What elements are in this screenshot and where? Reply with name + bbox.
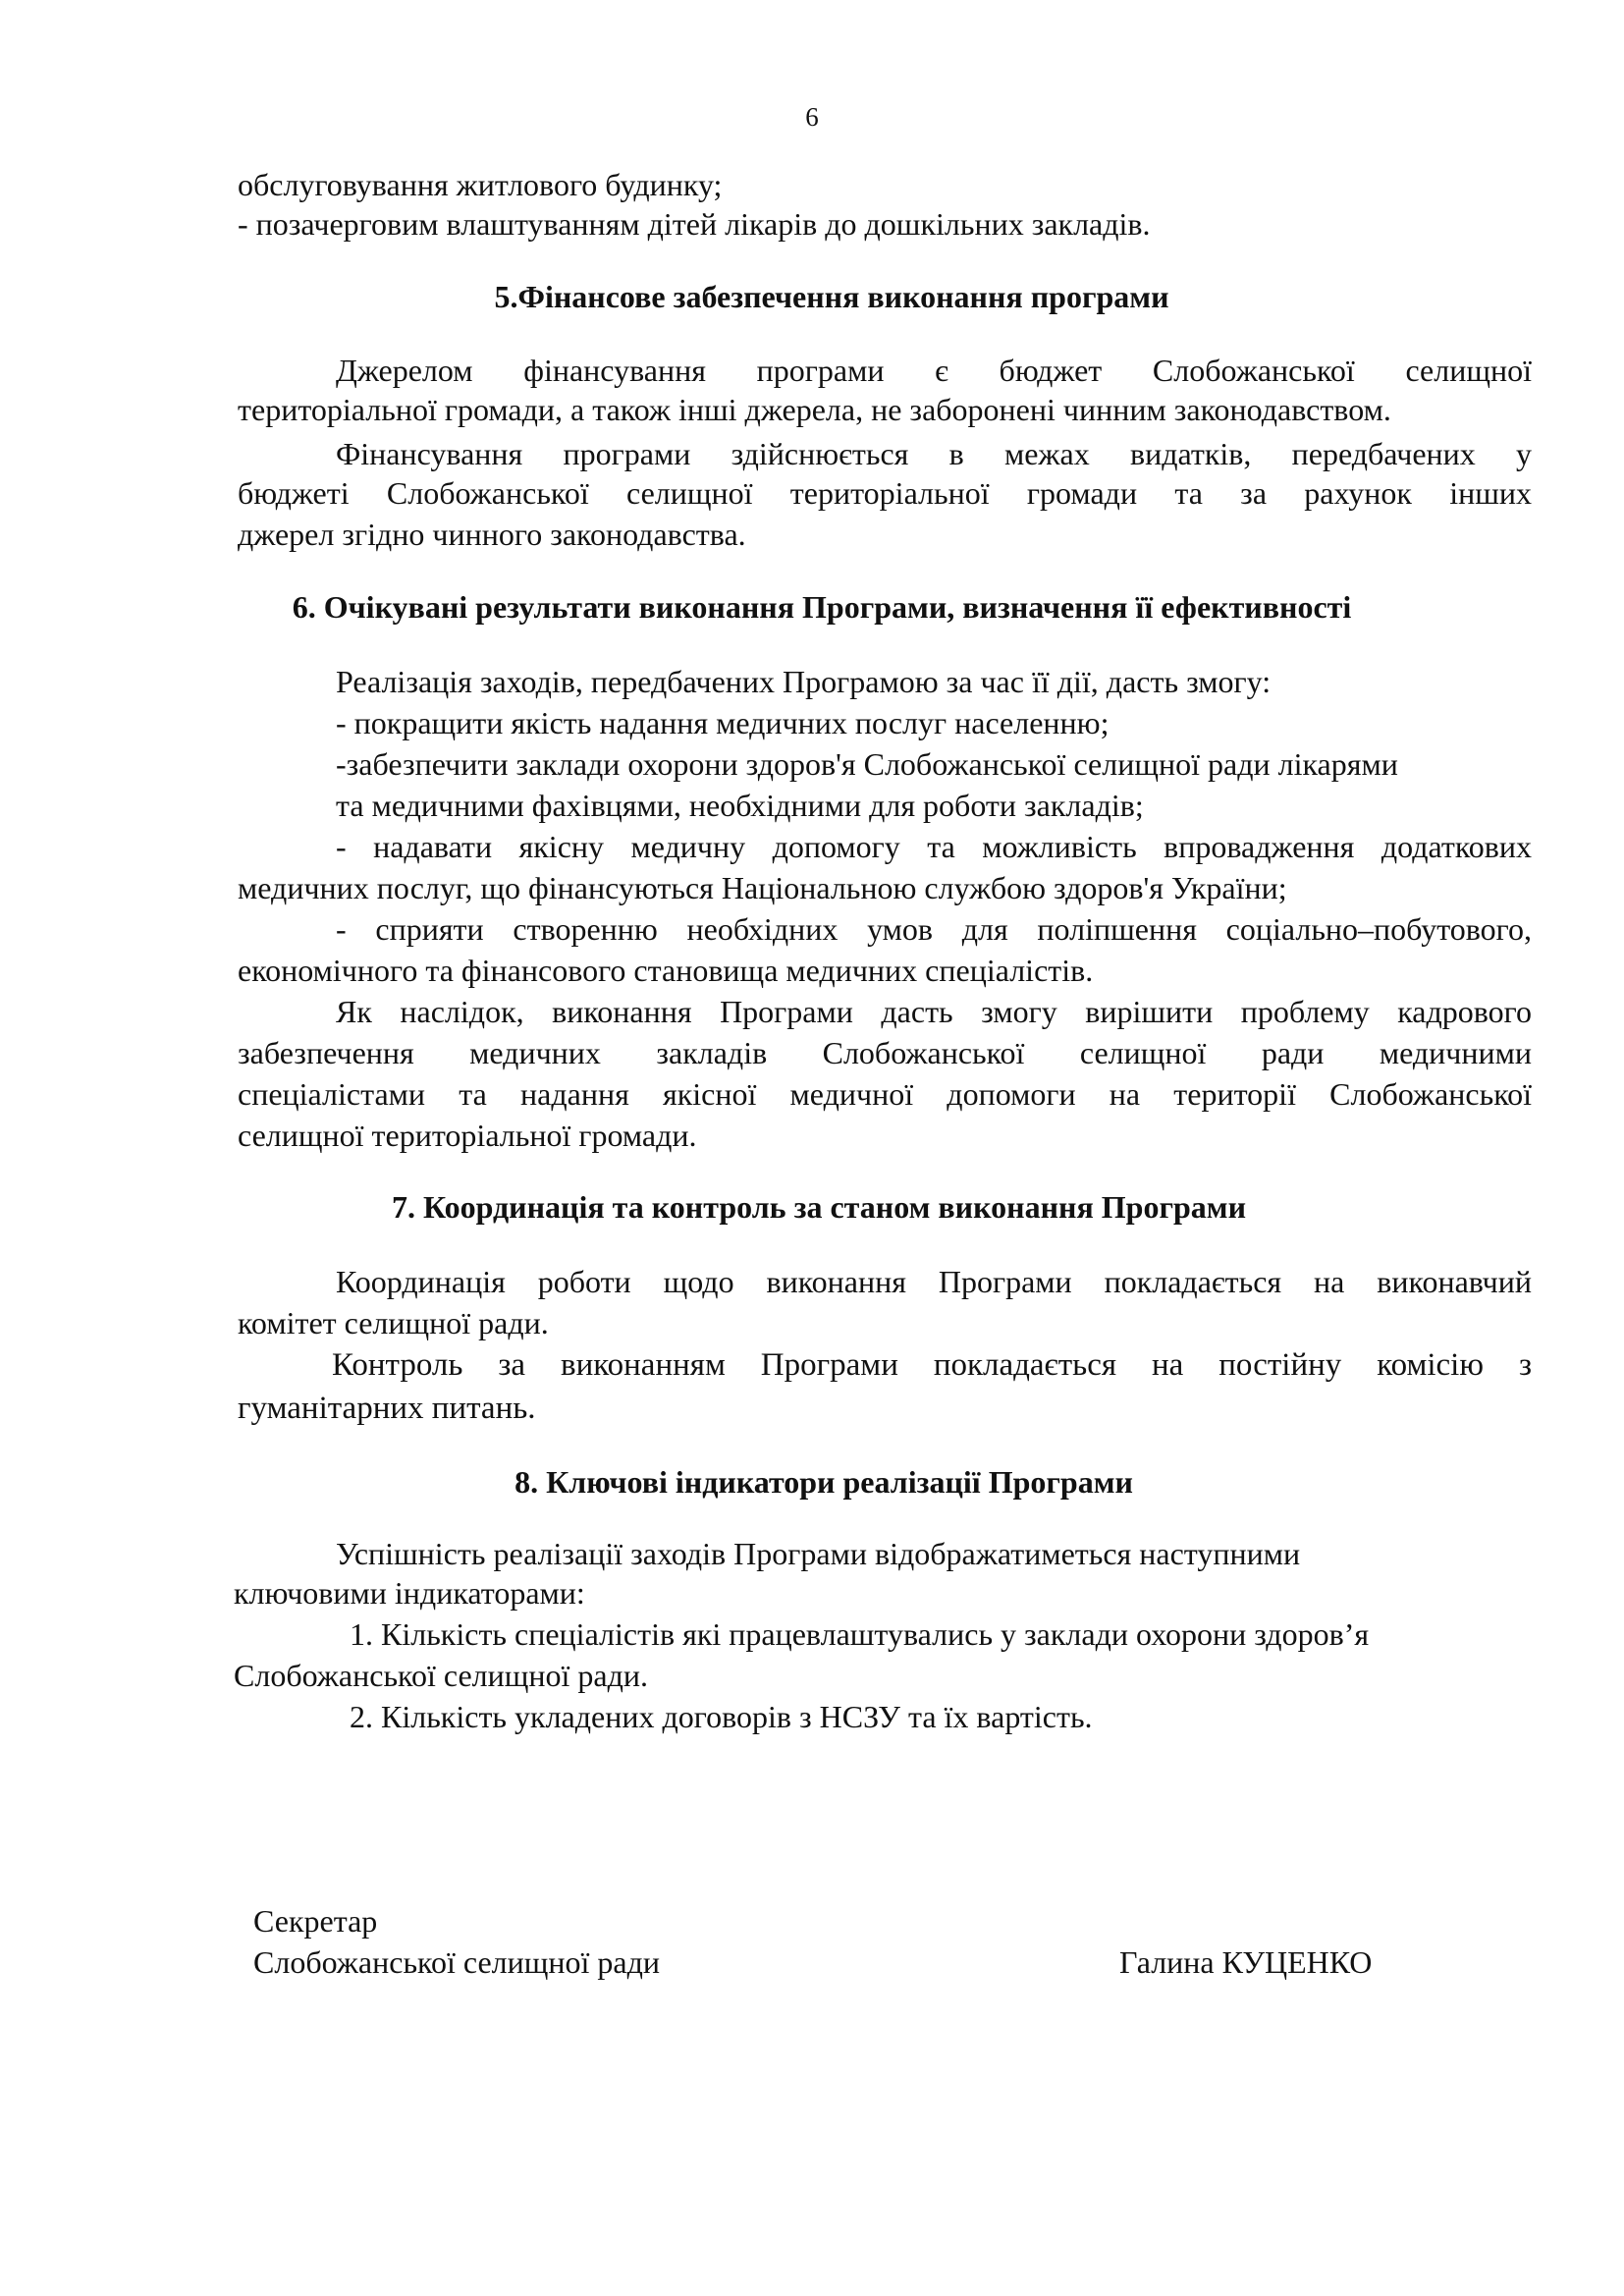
section7-p2-line2: гуманітарних питань. bbox=[238, 1391, 536, 1426]
section6-line-3: -забезпечити заклади охорони здоров'я Слобожанської селищної ради лікарями bbox=[336, 746, 1398, 782]
section6-line-9: Як наслідок, виконання Програми дасть змогу вирішити проблему кадрового bbox=[336, 994, 1532, 1029]
section6-line-12: селищної територіальної громади. bbox=[238, 1118, 697, 1153]
section8-indicator-2: 2. Кількість укладених договорів з НСЗУ та їх вартість. bbox=[350, 1699, 1093, 1734]
section8-line-2: ключовими індикаторами: bbox=[234, 1575, 585, 1611]
section7-p1-line2: комітет селищної ради. bbox=[238, 1305, 549, 1340]
section6-line-2: - покращити якість надання медичних послуг населенню; bbox=[336, 705, 1110, 740]
section6-line-11: спеціалістами та надання якісної медичної допомоги на території Слобожанської bbox=[238, 1076, 1532, 1112]
intro-line-1: обслуговування житлового будинку; bbox=[238, 167, 723, 202]
section6-line-4: та медичними фахівцями, необхідними для роботи закладів; bbox=[336, 788, 1144, 823]
section5-p1-line1: Джерелом фінансування програми є бюджет Слобожанської селищної bbox=[336, 353, 1532, 388]
page-number: 6 bbox=[805, 102, 819, 132]
section5-heading: 5.Фінансове забезпечення виконання програми bbox=[494, 279, 1169, 314]
section6-line-1: Реалізація заходів, передбачених Програмою за час її дії, дасть змогу: bbox=[336, 664, 1272, 699]
signature-title-line1: Секретар bbox=[253, 1903, 378, 1939]
section6-line-5: - надавати якісну медичну допомогу та можливість впровадження додаткових bbox=[336, 829, 1532, 864]
section6-line-10: забезпечення медичних закладів Слобожанської селищної ради медичними bbox=[238, 1035, 1532, 1070]
section5-p2-line3: джерел згідно чинного законодавства. bbox=[238, 517, 746, 552]
section7-p2-line1: Контроль за виконанням Програми покладається на постійну комісію з bbox=[332, 1347, 1532, 1383]
section8-indicator-1-line1: 1. Кількість спеціалістів які працевлаштувались у заклади охорони здоров’я bbox=[350, 1616, 1370, 1652]
signature-name: Галина КУЦЕНКО bbox=[1119, 1944, 1373, 1980]
section6-line-7: - сприяти створенню необхідних умов для поліпшення соціально–побутового, bbox=[336, 911, 1532, 947]
section8-line-1: Успішність реалізації заходів Програми відображатиметься наступними bbox=[336, 1536, 1301, 1571]
section7-heading: 7. Координація та контроль за станом виконання Програми bbox=[391, 1189, 1246, 1225]
section5-p1-line2: територіальної громади, а також інші джерела, не заборонені чинним законодавством. bbox=[238, 392, 1391, 427]
intro-line-2: - позачерговим влаштуванням дітей лікарів до дошкільних закладів. bbox=[238, 206, 1151, 242]
section8-indicator-1-line2: Слобожанської селищної ради. bbox=[234, 1658, 648, 1693]
signature-title-line2: Слобожанської селищної ради bbox=[253, 1944, 660, 1980]
section6-line-6: медичних послуг, що фінансуються Національною службою здоров'я України; bbox=[238, 870, 1287, 905]
section6-line-8: економічного та фінансового становища медичних спеціалістів. bbox=[238, 953, 1094, 988]
section7-p1-line1: Координація роботи щодо виконання Програми покладається на виконавчий bbox=[336, 1264, 1532, 1299]
section5-p2-line1: Фінансування програми здійснюється в межах видатків, передбачених у bbox=[336, 436, 1532, 471]
section6-heading: 6. Очікувані результати виконання Програми, визначення її ефективності bbox=[292, 589, 1352, 625]
section8-heading: 8. Ключові індикатори реалізації Програми bbox=[514, 1464, 1133, 1500]
section5-p2-line2: бюджеті Слобожанської селищної територіальної громади та за рахунок інших bbox=[238, 475, 1532, 511]
